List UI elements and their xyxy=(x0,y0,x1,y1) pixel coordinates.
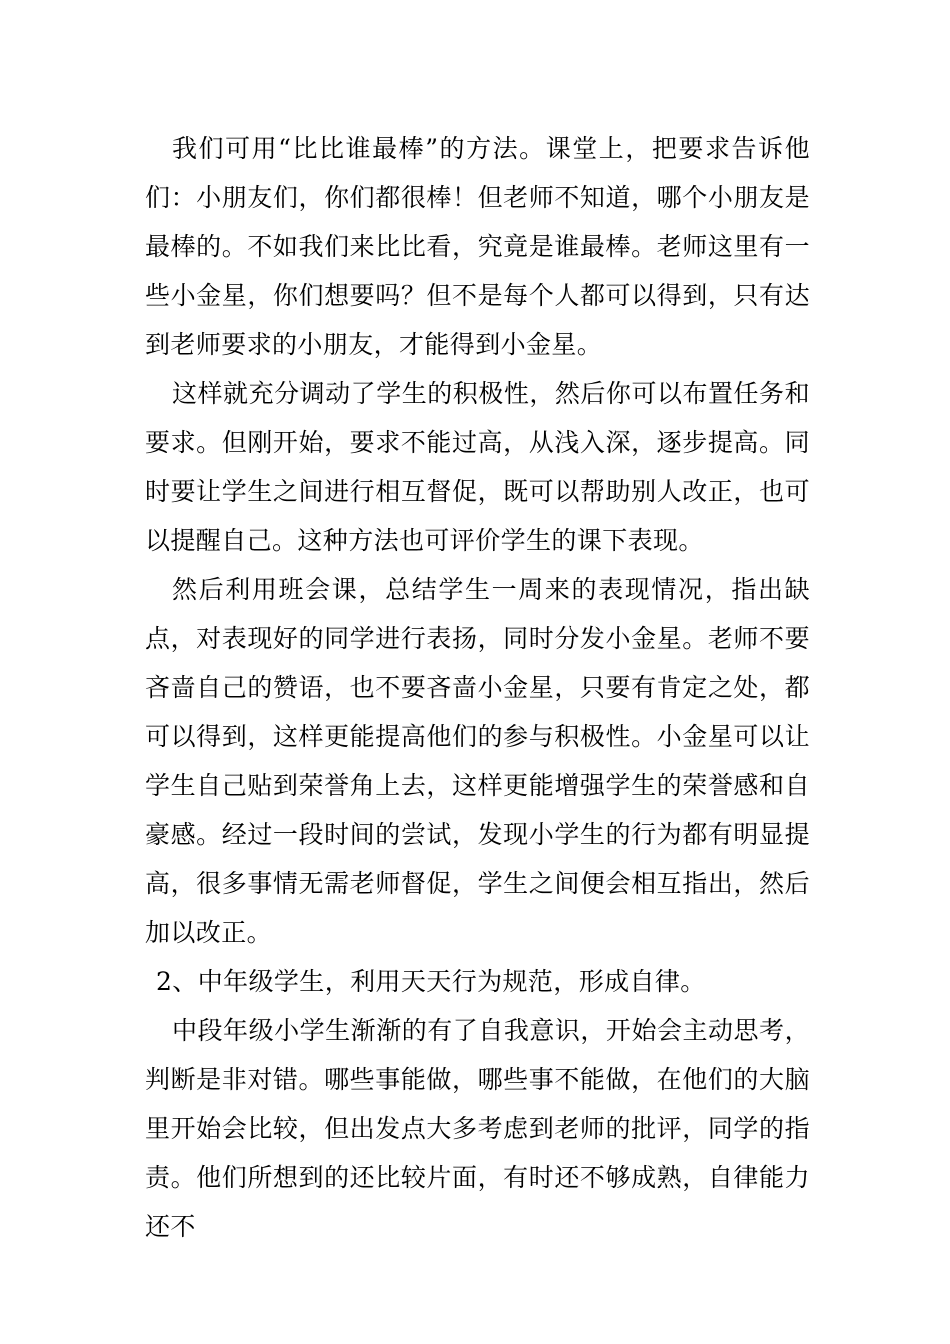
paragraph-middle-grade: 中段年级小学生渐渐的有了自我意识，开始会主动思考，判断是非对错。哪些事能做，哪些事不能做，在他们的大脑里开始会比较，但出发点大多考虑到老师的批评，同学的指责。他们所想到的还比较片面，有时还不够成熟，自律能力还不 xyxy=(145,1016,810,1241)
paragraph-motivation: 这样就充分调动了学生的积极性，然后你可以布置任务和要求。但刚开始，要求不能过高，从浅入深，逐步提高。同时要让学生之间进行相互督促，既可以帮助别人改正，也可以提醒自己。这种方法也可评价学生的课下表现。 xyxy=(145,379,810,555)
section-heading-middle-grade: 2、中年级学生，利用天天行为规范，形成自律。 xyxy=(156,967,706,996)
document-body xyxy=(145,124,810,1251)
paragraph-gold-star-method: 我们可用“比比谁最棒”的方法。课堂上，把要求告诉他们：小朋友们，你们都很棒！但老师不知道，哪个小朋友是最棒的。不如我们来比比看，究竟是谁最棒。老师这里有一些小金星，你们想要吗？但不是每个人都可以得到，只有达到老师要求的小朋友，才能得到小金星。 xyxy=(145,134,810,359)
paragraph-class-meeting: 然后利用班会课，总结学生一周来的表现情况，指出缺点，对表现好的同学进行表扬，同时分发小金星。老师不要吝啬自己的赞语，也不要吝啬小金星，只要有肯定之处，都可以得到，这样更能提高他们的参与积极性。小金星可以让学生自己贴到荣誉角上去，这样更能增强学生的荣誉感和自豪感。经过一段时间的尝试，发现小学生的行为都有明显提高，很多事情无需老师督促，学生之间便会相互指出，然后加以改正。 xyxy=(145,575,810,947)
